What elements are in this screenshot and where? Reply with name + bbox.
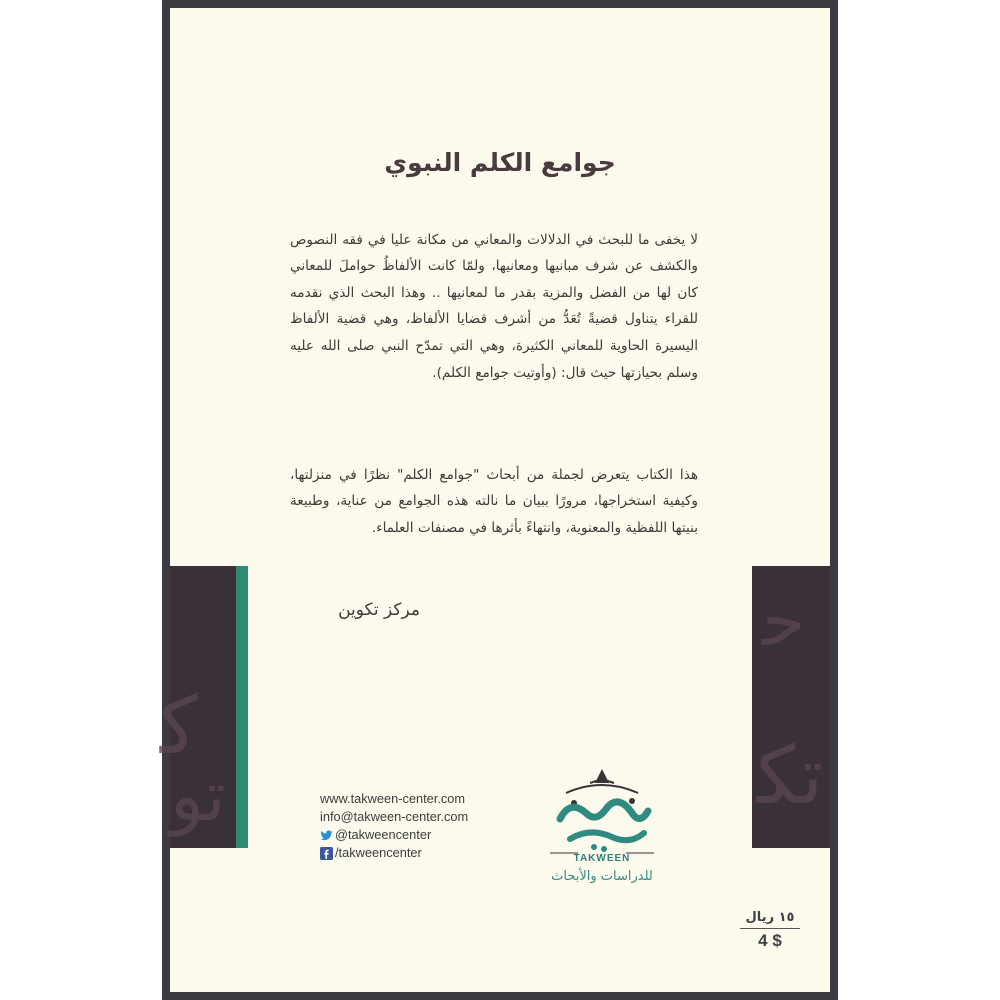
description-paragraph-2: هذا الكتاب يتعرض لجملة من أبحاث "جوامع الكلم" نظرًا في منزلتها، وكيفية استخراجها، مرورًا ببيان ما نالته هذه الجوامع من عناية، وطبيعة بنيتها اللفظية والمعنوية، وانتهاءً بأثرها في مصنفات العلماء. <box>290 466 698 536</box>
logo-arabic-text: للدراسات والأبحاث <box>551 869 653 884</box>
right-decorative-band <box>752 566 830 848</box>
description-paragraph-1: لا يخفى ما للبحث في الدلالات والمعاني من مكانة عليا في فقه النصوص والكشف عن شرف مبانيها ومعانيها، ولمّا كانت الألفاظُ حواملَ للمعاني كان لها من الفضل والمزية بقدر ما لمعانيها .. وهذا البحث الذي نقدمه للقراء يتناول قضيةً تُعَدُّ من أشرف قضايا الألفاظ، وهي قضية الألفاظ اليسيرة الحاوية للمعاني الكثيرة، وهي التي تمدّح النبي صلى الله عليه وسلم بحيازتها حيث قال: (وأوتيت جوامع الكلم). <box>290 231 698 381</box>
calligraphy-decoration: ﺣ <box>762 580 806 662</box>
book-back-cover <box>160 8 830 992</box>
price-sar: ١٥ ريال <box>740 910 800 929</box>
website-row <box>320 790 520 808</box>
facebook-page[interactable]: /takweencenter <box>335 845 422 860</box>
twitter-row <box>320 826 520 844</box>
email-row <box>320 808 520 826</box>
takween-logo <box>540 763 664 903</box>
price-usd: 4 $ <box>758 931 782 950</box>
calligraphy-decoration: ﺗﻜ <box>757 729 824 822</box>
twitter-icon <box>320 829 333 842</box>
website-link[interactable]: www.takween-center.com <box>320 791 466 806</box>
takween-logo-mark <box>540 763 664 855</box>
left-decorative-band <box>160 566 248 848</box>
calligraphy-decoration: ﺗﻮ <box>170 755 226 837</box>
email-link[interactable]: info@takween-center.com <box>320 809 469 824</box>
contact-info <box>320 790 520 862</box>
teal-accent-stripe <box>236 566 248 848</box>
facebook-icon <box>320 847 333 860</box>
price-box <box>740 910 800 951</box>
calligraphy-decoration: ﻛ <box>160 679 199 772</box>
facebook-row <box>320 844 520 862</box>
logo-latin-text: TAKWEEN <box>573 853 631 864</box>
book-title: جوامع الكلم النبوي <box>384 148 616 177</box>
publisher-name: مركز تكوين <box>338 600 420 620</box>
twitter-handle[interactable]: @takweencenter <box>335 827 432 842</box>
